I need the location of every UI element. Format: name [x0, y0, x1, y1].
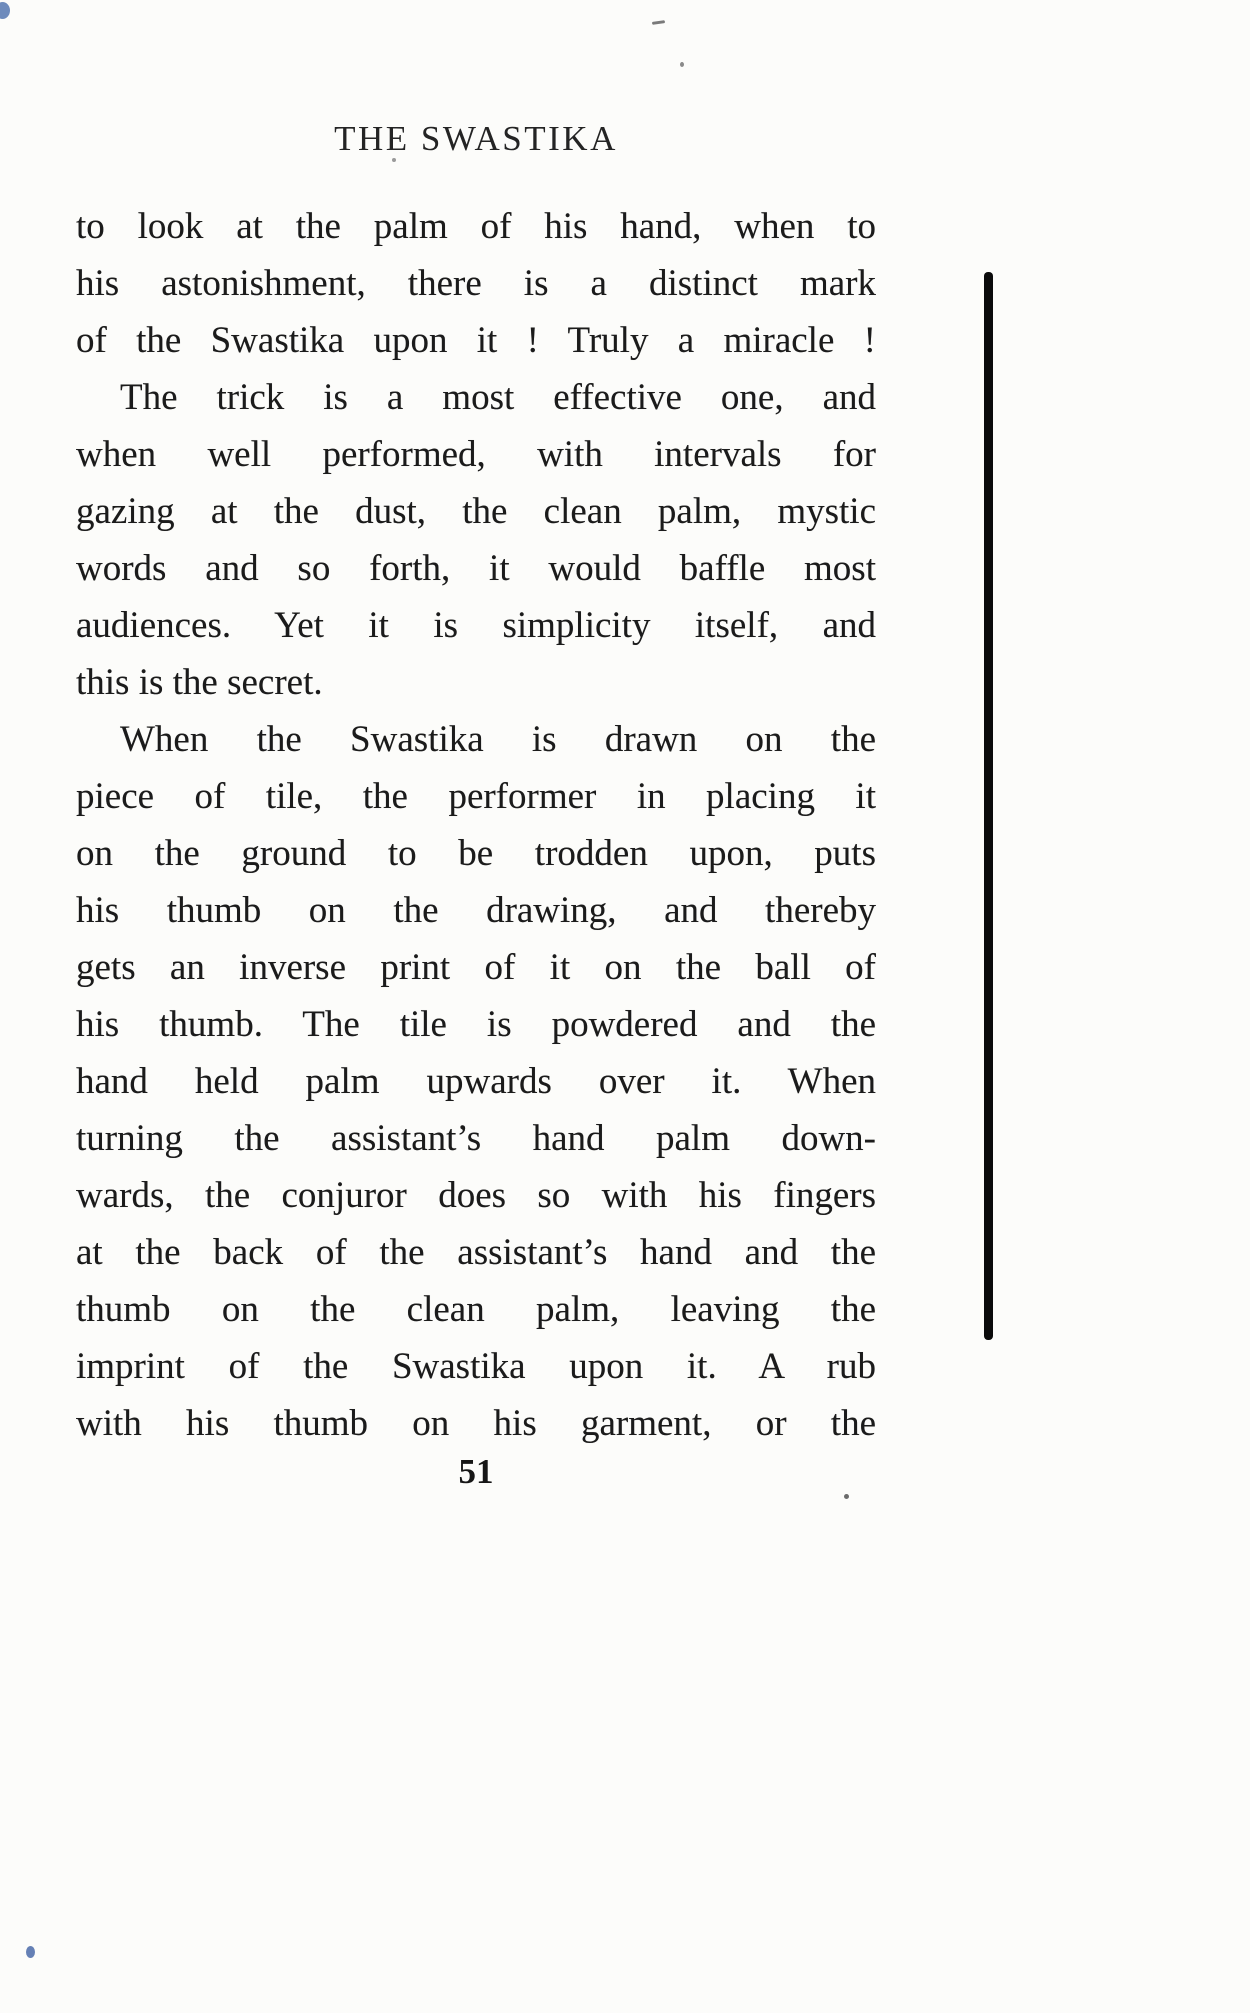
scan-artifact — [844, 1494, 849, 1499]
text-line: wards, the conjuror does so with his fingers — [76, 1175, 876, 1216]
scan-artifact — [0, 2, 10, 19]
paragraph — [76, 369, 876, 711]
scan-artifact — [392, 158, 396, 162]
text-line: at the back of the assistant’s hand and the — [76, 1232, 876, 1273]
text-line: of the Swastika upon it ! Truly a miracle ! — [76, 320, 876, 361]
page-title: THE SWASTIKA — [334, 119, 618, 158]
text-line: turning the assistant’s hand palm down- — [76, 1118, 876, 1159]
text-line: audiences. Yet it is simplicity itself, and — [76, 605, 876, 646]
text-line: imprint of the Swastika upon it. A rub — [76, 1346, 876, 1387]
paragraph — [76, 198, 876, 369]
paragraph — [76, 711, 876, 1452]
text-line: piece of tile, the performer in placing it — [76, 776, 876, 817]
text-line: words and so forth, it would baffle most — [76, 548, 876, 589]
scan-edge-shadow-bar — [984, 272, 993, 1340]
text-line: his thumb. The tile is powdered and the — [76, 1004, 876, 1045]
scan-artifact — [26, 1946, 35, 1958]
text-line: with his thumb on his garment, or the — [76, 1403, 876, 1444]
text-line: gazing at the dust, the clean palm, mystic — [76, 491, 876, 532]
text-line: his thumb on the drawing, and thereby — [76, 890, 876, 931]
text-line: thumb on the clean palm, leaving the — [76, 1289, 876, 1330]
text-line: The trick is a most effective one, and — [120, 377, 876, 418]
text-line: gets an inverse print of it on the ball of — [76, 947, 876, 988]
text-line: when well performed, with intervals for — [76, 434, 876, 475]
page-number: 51 — [458, 1452, 494, 1491]
text-line: this is the secret. — [76, 662, 323, 703]
text-line: on the ground to be trodden upon, puts — [76, 833, 876, 874]
body-text — [76, 198, 876, 1452]
text-block — [76, 0, 876, 1452]
scan-artifact — [680, 62, 684, 67]
text-line: his astonishment, there is a distinct mark — [76, 263, 876, 304]
text-line: When the Swastika is drawn on the — [120, 719, 876, 760]
text-line: to look at the palm of his hand, when to — [76, 206, 876, 247]
text-line: hand held palm upwards over it. When — [76, 1061, 876, 1102]
